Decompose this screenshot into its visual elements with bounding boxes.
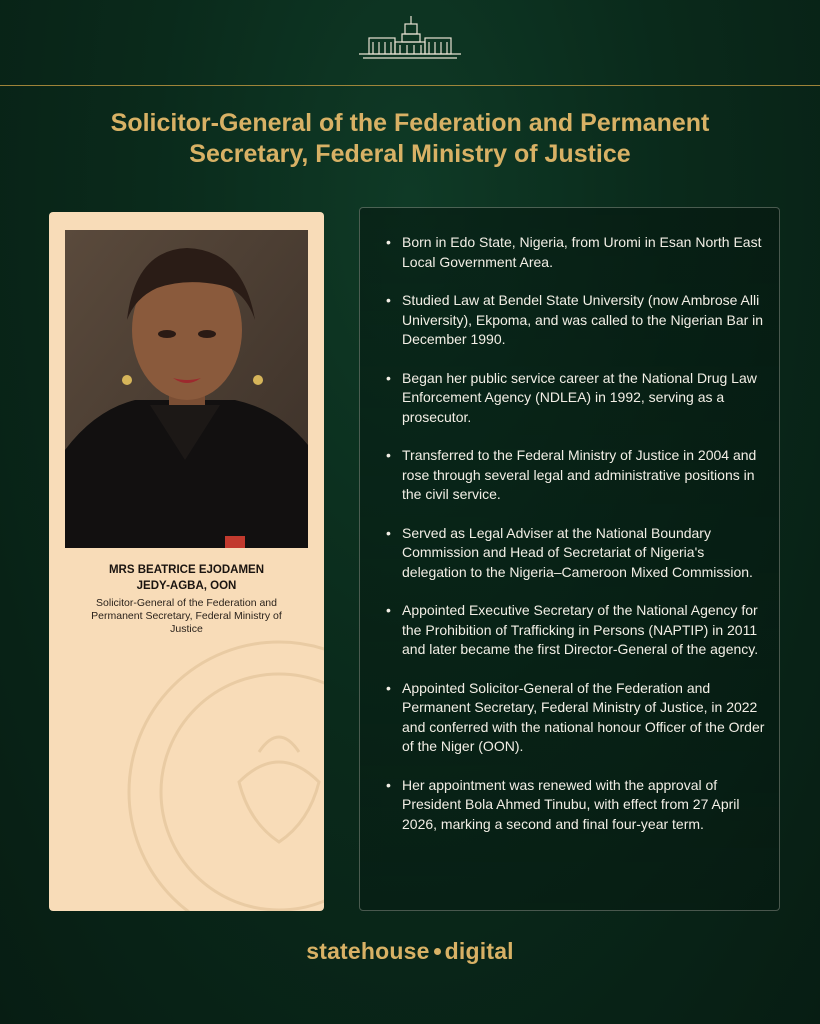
bio-item: • Served as Legal Adviser at the National Boundary Commission and Head of Secretariat of Nigeria's delegation to the Nigeria–Cameroon Mixed Commission. [384, 524, 766, 583]
bio-item: • Born in Edo State, Nigeria, from Uromi in Esan North East Local Government Area. [384, 233, 766, 272]
brand-dot-icon [434, 948, 441, 955]
brand-right: digital [444, 938, 514, 964]
bio-item: • Appointed Executive Secretary of the National Agency for the Prohibition of Trafficking in Persons (NAPTIP) in 2011 and later became the first Director-General of the agency. [384, 601, 766, 660]
bio-item: • Her appointment was renewed with the approval of President Bola Ahmed Tinubu, with effect from 27 April 2026, marking a second and final four-year term. [384, 776, 766, 835]
profile-role: Solicitor-General of the Federation and Permanent Secretary, Federal Ministry of Justice [91, 597, 282, 635]
profile-name [59, 562, 314, 594]
bio-item: • Studied Law at Bendel State University (now Ambrose Alli University), Ekpoma, and was called to the Nigerian Bar in December 1990. [384, 291, 766, 350]
title-line-2: Secretary, Federal Ministry of Justice [189, 140, 631, 168]
name-line-1: MRS BEATRICE EJODAMEN [108, 564, 265, 576]
profile-card [49, 212, 324, 911]
brand-left: statehouse [306, 938, 430, 964]
bio-item: • Transferred to the Federal Ministry of Justice in 2004 and rose through several legal and administrative positions in the civil service. [384, 446, 766, 505]
presidential-seal-watermark [119, 632, 324, 911]
footer-brand [0, 938, 820, 965]
portrait-image [65, 230, 308, 548]
bio-item: • Appointed Solicitor-General of the Federation and Permanent Secretary, Federal Ministry of Justice, in 2022 and conferred with the national honour Officer of the Order of the Niger (OON). [384, 679, 766, 757]
title-line-1: Solicitor-General of the Federation and Permanent [110, 109, 710, 137]
bio-list [384, 233, 766, 853]
portrait-photo [65, 230, 308, 548]
bio-item: • Began her public service career at the National Drug Law Enforcement Agency (NDLEA) in 1992, serving as a prosecutor. [384, 369, 766, 428]
header-divider [0, 85, 820, 86]
page-title [60, 108, 760, 170]
bio-panel [359, 207, 780, 911]
statehouse-building-icon [355, 12, 465, 74]
name-line-2: JEDY-AGBA, OON [136, 580, 237, 592]
statehouse-logo [0, 12, 820, 74]
